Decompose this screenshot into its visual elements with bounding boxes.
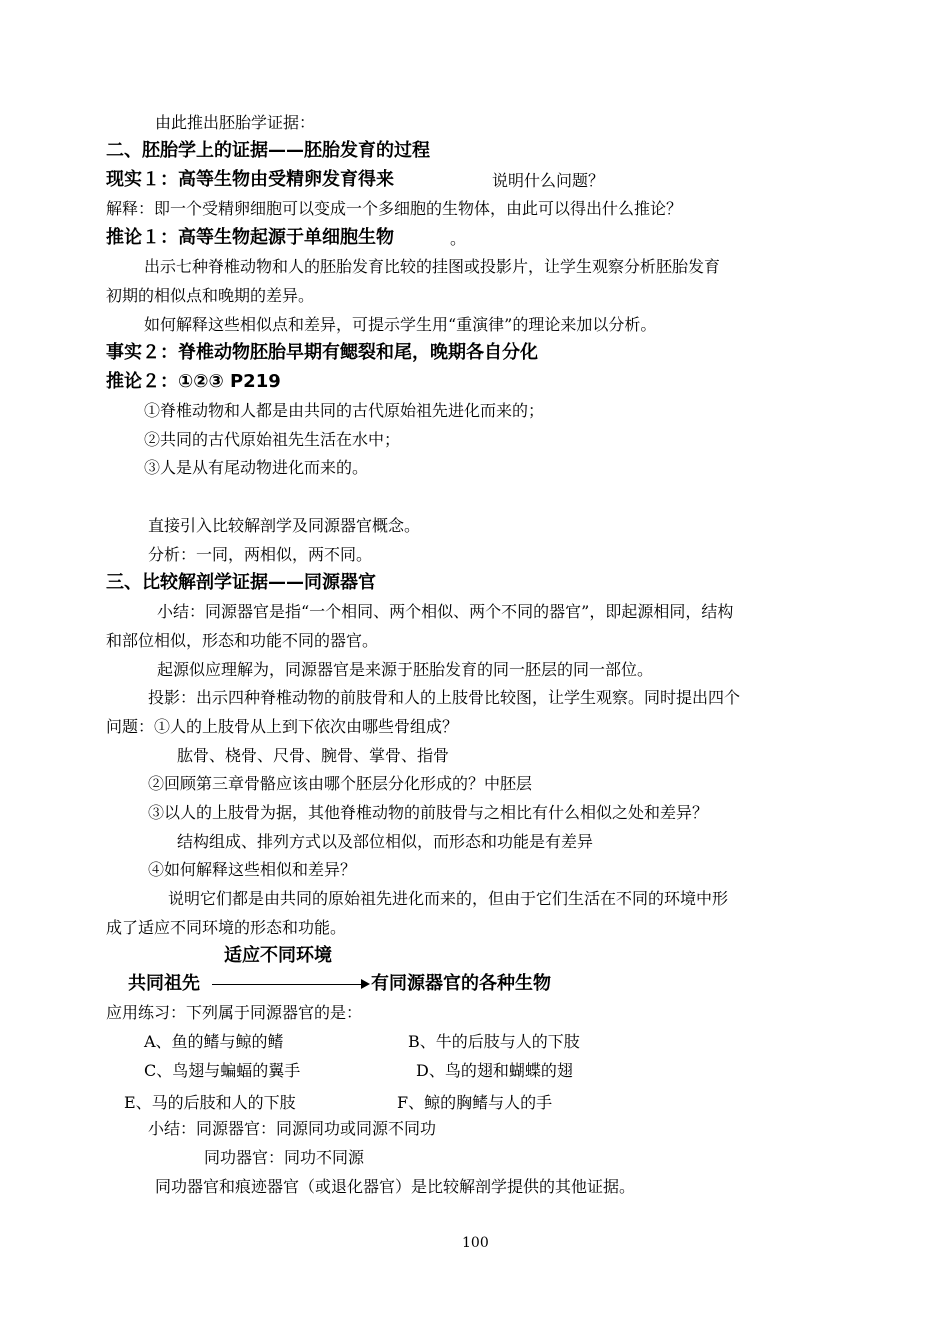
text-line: ③人是从有尾动物进化而来的。	[144, 458, 369, 477]
option-c: C、鸟翅与蝙蝠的翼手	[144, 1061, 301, 1080]
text-line: 由此推出胚胎学证据：	[155, 113, 316, 132]
text-line: 出示七种脊椎动物和人的胚胎发育比较的挂图或投影片，让学生观察分析胚胎发育	[144, 257, 721, 276]
text-line: 投影：出示四种脊椎动物的前肢骨和人的上肢骨比较图，让学生观察。同时提出四个	[148, 688, 741, 707]
text-line: 直接引入比较解剖学及同源器官概念。	[148, 516, 421, 535]
section-heading: 三、比较解剖学证据——同源器官	[106, 572, 376, 593]
fact-heading: 现实１：高等生物由受精卵发育得来	[106, 169, 394, 190]
text-line: 应用练习：下列属于同源器官的是：	[106, 1003, 363, 1022]
text-line: 如何解释这些相似点和差异，可提示学生用“重演律”的理论来加以分析。	[144, 315, 657, 334]
text-line: 和部位相似，形态和功能不同的器官。	[106, 631, 379, 650]
punctuation: 。	[450, 229, 467, 248]
option-f: F、鲸的胸鳍与人的手	[397, 1093, 553, 1112]
text-line: 初期的相似点和晚期的差异。	[106, 286, 315, 305]
diagram-condition-label: 适应不同环境	[224, 945, 332, 966]
text-line: 说明什么问题？	[492, 171, 605, 190]
text-line: 小结：同源器官是指“一个相同、两个相似、两个不同的器官”，即起源相同，结构	[157, 602, 734, 621]
text-line: 分析：一同，两相似，两不同。	[148, 545, 373, 564]
arrow-right-icon	[361, 979, 370, 989]
text-line: ①脊椎动物和人都是由共同的古代原始祖先进化而来的；	[144, 401, 545, 420]
text-line: 问题：①人的上肢骨从上到下依次由哪些骨组成？	[106, 717, 459, 736]
text-line: ③以人的上肢骨为据，其他脊椎动物的前肢骨与之相比有什么相似之处和差异？	[148, 803, 709, 822]
inference-heading: 推论２：①②③ P219	[106, 371, 281, 392]
text-line: 小结：同源器官：同源同功或同源不同功	[148, 1119, 437, 1138]
text-line: 结构组成、排列方式以及部位相似，而形态和功能是有差异	[177, 832, 594, 851]
inference-heading: 推论１：高等生物起源于单细胞生物	[106, 227, 394, 248]
text-line: 成了适应不同环境的形态和功能。	[106, 918, 347, 937]
diagram-arrow-line	[212, 984, 362, 985]
section-heading: 二、胚胎学上的证据——胚胎发育的过程	[106, 140, 430, 161]
text-line: 解释：即一个受精卵细胞可以变成一个多细胞的生物体，由此可以得出什么推论？	[106, 199, 683, 218]
text-line: 起源似应理解为，同源器官是来源于胚胎发育的同一胚层的同一部位。	[157, 660, 654, 679]
fact-heading: 事实２：脊椎动物胚胎早期有鳃裂和尾，晚期各自分化	[106, 342, 538, 363]
text-line: ④如何解释这些相似和差异？	[148, 860, 357, 879]
text-line: 说明它们都是由共同的原始祖先进化而来的，但由于它们生活在不同的环境中形	[168, 889, 729, 908]
option-d: D、鸟的翅和蝴蝶的翅	[416, 1061, 573, 1080]
diagram-target-label: 有同源器官的各种生物	[371, 973, 551, 994]
option-e: E、马的后肢和人的下肢	[124, 1093, 296, 1112]
diagram-source-label: 共同祖先	[128, 973, 200, 994]
option-a: A、鱼的鳍与鲸的鳍	[144, 1032, 284, 1051]
text-line: ②回顾第三章骨骼应该由哪个胚层分化形成的？中胚层	[148, 774, 533, 793]
text-line: 同功器官和痕迹器官（或退化器官）是比较解剖学提供的其他证据。	[155, 1177, 636, 1196]
option-b: B、牛的后肢与人的下肢	[408, 1032, 580, 1051]
text-line: ②共同的古代原始祖先生活在水中；	[144, 430, 401, 449]
text-line: 肱骨、桡骨、尺骨、腕骨、掌骨、指骨	[177, 746, 450, 765]
text-line: 同功器官：同功不同源	[204, 1148, 365, 1167]
page-number: 100	[462, 1235, 489, 1251]
